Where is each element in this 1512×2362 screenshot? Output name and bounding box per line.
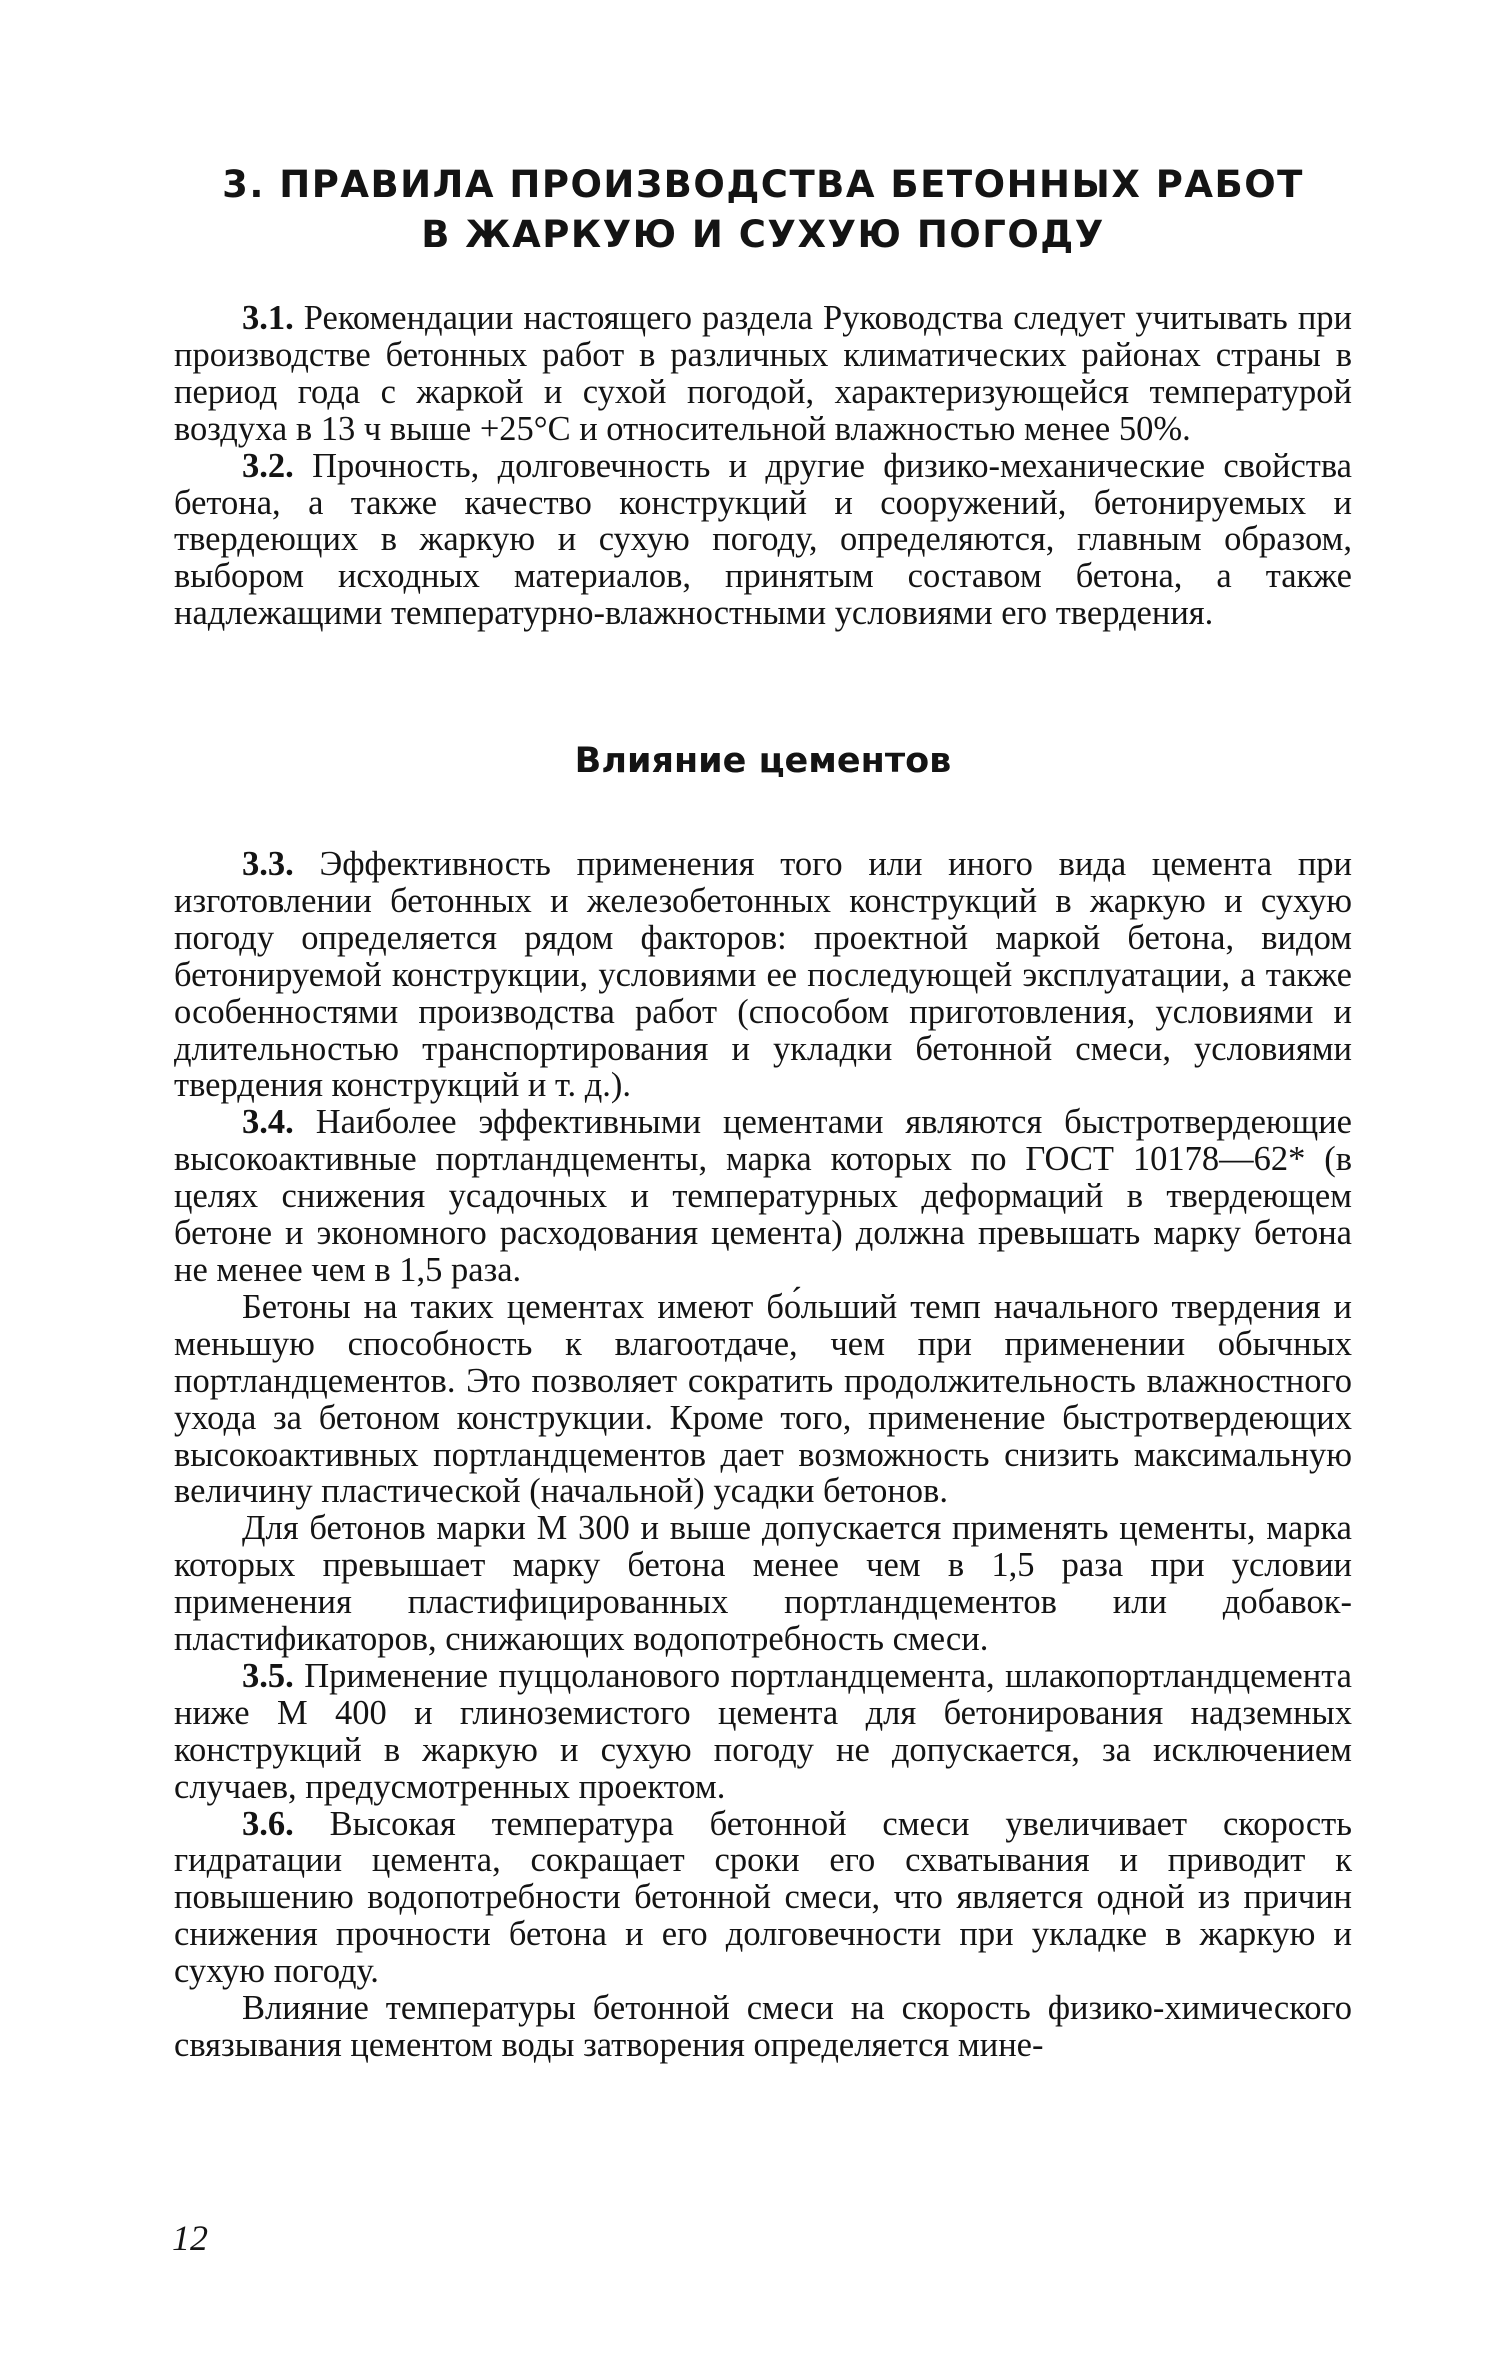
paragraph-number: 3.3. bbox=[242, 845, 294, 883]
paragraph-3-6 bbox=[174, 1806, 1352, 1991]
paragraph-text: Прочность, долговечность и другие физико-механические свойства бетона, а также качество конструкций и сооружений, бетонируемых и твердеющих в жаркую и сухую погоду, определяются, главным образом, выбором исходных материалов, принятым составом бетона, а также надлежащими температурно-влажностными условиями его твердения. bbox=[174, 446, 1352, 633]
paragraph-text: Рекомендации настоящего раздела Руководства следует учитывать при производстве бетонных работ в различных климатических районах страны в период года с жаркой и сухой погодой, характеризующейся температурой воздуха в 13 ч выше +25°С и относительной влажностью менее 50%. bbox=[174, 299, 1352, 448]
cement-paragraphs bbox=[174, 846, 1352, 2064]
page-number: 12 bbox=[172, 2218, 208, 2258]
chapter-title-line-2: В ЖАРКУЮ И СУХУЮ ПОГОДУ bbox=[421, 213, 1105, 256]
paragraph-text: Влияние температуры бетонной смеси на скорость физико-химического связывания цементом воды затворения определяется мине- bbox=[174, 1989, 1352, 2064]
paragraph-3-2 bbox=[174, 448, 1352, 633]
section-heading: Влияние цементов bbox=[574, 741, 952, 781]
paragraph-number: 3.2. bbox=[242, 446, 294, 485]
paragraph-text: Применение пуццоланового портландцемента, шлакопортландцемента ниже М 400 и глиноземистого цемента для бетонирования надземных конструкций в жаркую и сухую погоду не допускается, за исключением случаев, предусмотренных проектом. bbox=[174, 1656, 1352, 1806]
paragraph-number: 3.5. bbox=[242, 1656, 294, 1695]
paragraph-number: 3.1. bbox=[242, 299, 294, 337]
paragraph-3-3 bbox=[174, 846, 1352, 1104]
paragraph-3-6-cont bbox=[174, 1990, 1352, 2064]
paragraph-3-4-cont-1 bbox=[174, 1289, 1352, 1510]
paragraph-3-1 bbox=[174, 300, 1352, 448]
paragraph-3-4 bbox=[174, 1104, 1352, 1289]
paragraph-text: Высокая температура бетонной смеси увеличивает скорость гидратации цемента, сокращает сроки его схватывания и приводит к повышению водопотребности бетонной смеси, что является одной из причин снижения прочности бетона и его долговечности при укладке в жаркую и сухую погоду. bbox=[174, 1804, 1352, 1991]
paragraph-text: Бетоны на таких цементах имеют бо́льший темп начального твердения и меньшую способность к влагоотдаче, чем при применении обычных портландцементов. Это позволяет сократить продолжительность влажностного ухода за бетоном конструкции. Кроме того, применение быстротвердеющих высокоактивных портландцементов дает возможность снизить максимальную величину пластической (начальной) усадки бетонов. bbox=[174, 1287, 1352, 1511]
paragraph-number: 3.6. bbox=[242, 1804, 294, 1843]
paragraph-text: Наиболее эффективными цементами являются быстротвердеющие высокоактивные портландцементы, марка которых по ГОСТ 10178—62* (в целях снижения усадочных и температурных деформаций в твердеющем бетоне и экономного расходования цемента) должна превышать марку бетона не менее чем в 1,5 раза. bbox=[174, 1103, 1352, 1289]
paragraph-text: Эффективность применения того или иного вида цемента при изготовлении бетонных и железобетонных конструкций в жаркую и сухую погоду определяется рядом факторов: проектной маркой бетона, видом бетонируемой конструкции, условиями ее последующей эксплуатации, а также особенностями производства работ (способом приготовления, условиями и длительностью транспортирования и укладки бетонной смеси, условиями твердения конструкций и т. д.). bbox=[174, 845, 1352, 1105]
chapter-title bbox=[174, 160, 1352, 260]
paragraph-number: 3.4. bbox=[242, 1103, 294, 1142]
chapter-title-line-1: 3. ПРАВИЛА ПРОИЗВОДСТВА БЕТОННЫХ РАБОТ bbox=[222, 163, 1304, 206]
paragraph-3-4-cont-2 bbox=[174, 1510, 1352, 1658]
intro-paragraphs bbox=[174, 300, 1352, 632]
paragraph-3-5 bbox=[174, 1658, 1352, 1806]
paragraph-text: Для бетонов марки М 300 и выше допускается применять цементы, марка которых превышает марку бетона менее чем в 1,5 раза при условии применения пластифицированных портландцементов или добавок-пластификаторов, снижающих водопотребность смеси. bbox=[174, 1509, 1352, 1659]
